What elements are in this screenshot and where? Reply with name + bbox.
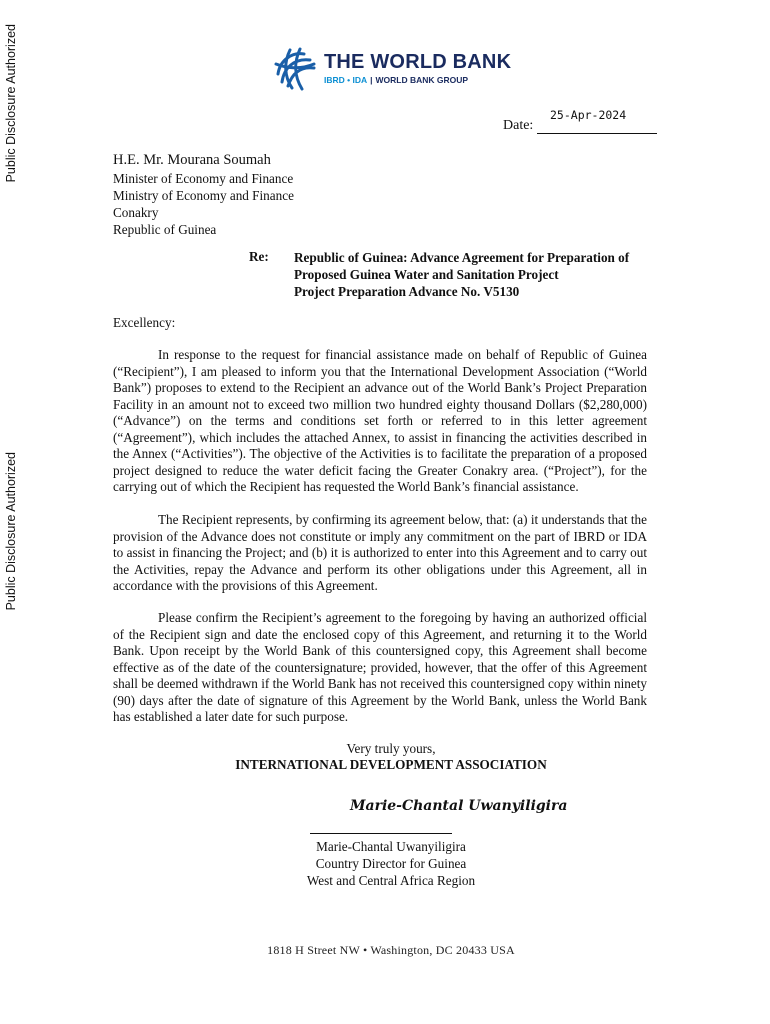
signatory-title: Country Director for Guinea	[315, 856, 467, 871]
re-line: Project Preparation Advance No. V5130	[294, 284, 520, 299]
date-underline	[537, 133, 657, 134]
footer-address: 1818 H Street NW • Washington, DC 20433 USA	[267, 943, 515, 957]
globe-icon	[270, 44, 318, 92]
logo-ibrd-ida: IBRD • IDA	[324, 75, 368, 85]
re-subject	[294, 249, 629, 300]
salutation: Excellency:	[113, 315, 176, 330]
logo-subtitle	[324, 75, 511, 85]
re-label: Re:	[249, 249, 269, 264]
signature-line	[310, 833, 452, 834]
addressee-line: Republic of Guinea	[113, 222, 217, 237]
logo-separator: |	[370, 75, 373, 85]
addressee-line: Minister of Economy and Finance	[113, 171, 294, 186]
addressee-name: H.E. Mr. Mourana Soumah	[113, 152, 271, 168]
handwritten-signature: Marie-Chantal Uwanyiligira	[350, 798, 568, 814]
body-paragraph: The Recipient represents, by confirming its agreement below, that: (a) it understands that the provision of the Advance does not constitute or imply any commitment on the part of IBRD or IDA to assist in financing the Project; and (b) it is authorized to enter into this Agreement and to carry out the Activities, repay the Advance and perform its other obligations under this Agreement, all in accordance with the provisions of this Agreement.	[113, 512, 647, 593]
closing-organization: INTERNATIONAL DEVELOPMENT ASSOCIATION	[235, 757, 547, 772]
logo-group: WORLD BANK GROUP	[375, 75, 469, 85]
world-bank-logo	[270, 44, 511, 92]
date-value: 25-Apr-2024	[550, 108, 627, 122]
addressee-line: Ministry of Economy and Finance	[113, 188, 294, 203]
signatory-block	[0, 838, 770, 889]
date-label: Date:	[503, 118, 534, 133]
closing-phrase: Very truly yours,	[346, 741, 436, 756]
disclosure-label-middle: Public Disclosure Authorized	[4, 452, 18, 611]
re-line: Proposed Guinea Water and Sanitation Project	[294, 267, 559, 282]
logo-title: THE WORLD BANK	[324, 51, 512, 73]
signatory-name: Marie-Chantal Uwanyiligira	[316, 839, 466, 854]
body-paragraph: Please confirm the Recipient’s agreement to the foregoing by having an authorized official of the Recipient sign and date the enclosed copy of this Agreement, and returning it to the World Bank. Upon receipt by the World Bank of this countersigned copy, this Agreement shall become effective as of the date of the countersignature; provided, however, that the offer of this Agreement shall be deemed withdrawn if the World Bank has not received this countersigned copy within ninety (90) days after the date of signature of this Agreement by the World Bank, unless the World Bank has established a later date for such purpose.	[113, 610, 647, 724]
addressee-block	[113, 150, 294, 238]
re-line: Republic of Guinea: Advance Agreement for Preparation of	[294, 250, 630, 265]
body-paragraph: In response to the request for financial assistance made on behalf of Republic of Guinea (“Recipient”), I am pleased to inform you that the International Development Association (“World Bank”) proposes to extend to the Recipient an advance out of the World Bank’s Project Preparation Facility in an amount not to exceed two million two hundred eighty thousand Dollars ($2,280,000) (“Advance”) on the terms and conditions set forth or referred to in this letter agreement (“Agreement”), which includes the attached Annex, to assist in financing the activities described in the Annex (“Activities”). The objective of the Activities is to facilitate the preparation of a proposed project designed to reduce the water deficit facing the Greater Conakry area. (“Project”), for the carrying out of which the Recipient has requested the World Bank’s financial assistance.	[113, 347, 647, 494]
addressee-line: Conakry	[113, 205, 159, 220]
disclosure-label-top: Public Disclosure Authorized	[4, 24, 18, 183]
signatory-region: West and Central Africa Region	[306, 873, 476, 888]
